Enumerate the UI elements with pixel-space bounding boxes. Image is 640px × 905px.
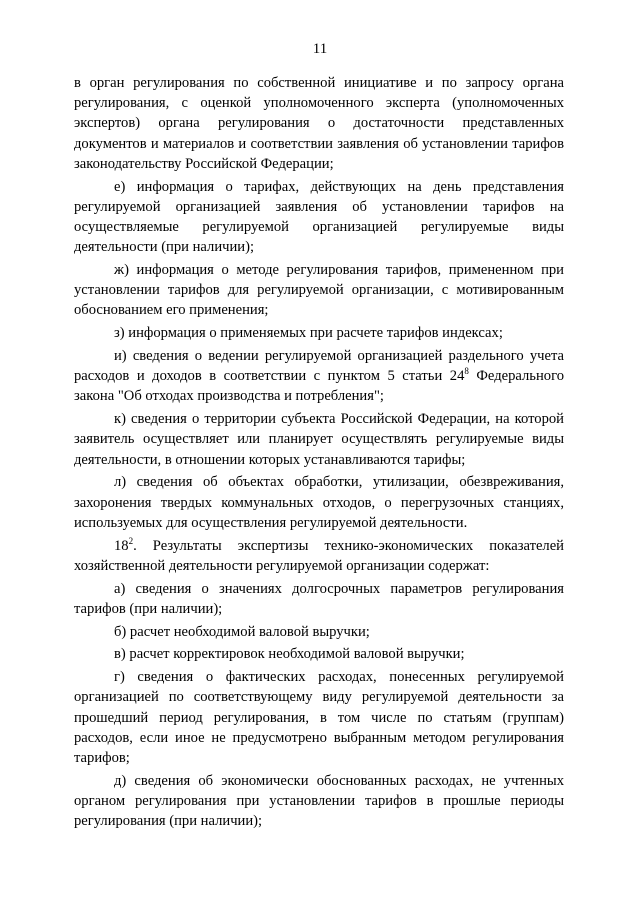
paragraph-item-b: б) расчет необходимой валовой выручки; <box>114 623 370 640</box>
paragraph-item-i <box>74 346 564 407</box>
paragraph-item-a: а) сведения о значениях долгосрочных параметров регулирования тарифов (при наличии); <box>74 580 564 617</box>
section-18-2-text: . Результаты экспертизы технико-экономических показателей хозяйственной деятельности регулируемой организации содержат: <box>74 537 564 574</box>
superscript-section-index: 2 <box>128 535 134 546</box>
paragraph-item-e: е) информация о тарифах, действующих на день представления регулируемой организацией заявления об установлении тарифов на осуществляемые регулируемой организацией регулируемые виды деятельности (при наличии); <box>74 178 564 256</box>
section-number: 18 <box>114 537 129 554</box>
paragraph-item-k: к) сведения о территории субъекта Российской Федерации, на которой заявитель осуществляет или планирует осуществлять регулируемые виды деятельности, в отношении которых устанавливаются тарифы; <box>74 411 564 468</box>
paragraph-item-d: д) сведения об экономически обоснованных расходах, не учтенных органом регулирования при установлении тарифов в прошлые периоды регулирования (при наличии); <box>74 772 564 830</box>
paragraph-item-l: л) сведения об объектах обработки, утилизации, обезвреживания, захоронения твердых коммунальных отходов, о перегрузочных станциях, используемых для осуществления регулируемой деятельности. <box>74 474 564 531</box>
paragraph-item-z: з) информация о применяемых при расчете тарифов индексах; <box>114 325 503 342</box>
paragraph-item-g: г) сведения о фактических расходах, понесенных регулируемой организацией по соответствующему виду регулируемой деятельности за прошедший период регулирования, в том числе по статьям (группам) расходов, если иное не предусмотрено выбранным методом регулирования тарифов; <box>74 669 564 767</box>
paragraph-continuation: в орган регулирования по собственной инициативе и по запросу органа регулирования, с оценкой уполномоченного эксперта (уполномоченных экспертов) органа регулирования о достаточности представленных документов и материалов и соответствии заявления об установлении тарифов законодательству Российской Федерации; <box>74 75 564 172</box>
paragraph-section-18-2 <box>74 536 564 576</box>
superscript-article-index: 8 <box>464 366 469 377</box>
paragraph-item-i-text: и) сведения о ведении регулируемой организацией раздельного учета расходов и доходов в соответствии с пунктом 5 статьи 24 <box>74 348 564 385</box>
paragraph-item-v: в) расчет корректировок необходимой валовой выручки; <box>114 646 465 663</box>
document-body <box>74 73 564 834</box>
paragraph-item-zh: ж) информация о методе регулирования тарифов, примененном при установлении тарифов для регулируемой организации, с мотивированным обоснованием его применения; <box>74 262 564 319</box>
page-number: 11 <box>312 41 328 57</box>
paragraph-item-i-text-end: Федерального закона "Об отходах производства и потребления"; <box>74 368 564 405</box>
